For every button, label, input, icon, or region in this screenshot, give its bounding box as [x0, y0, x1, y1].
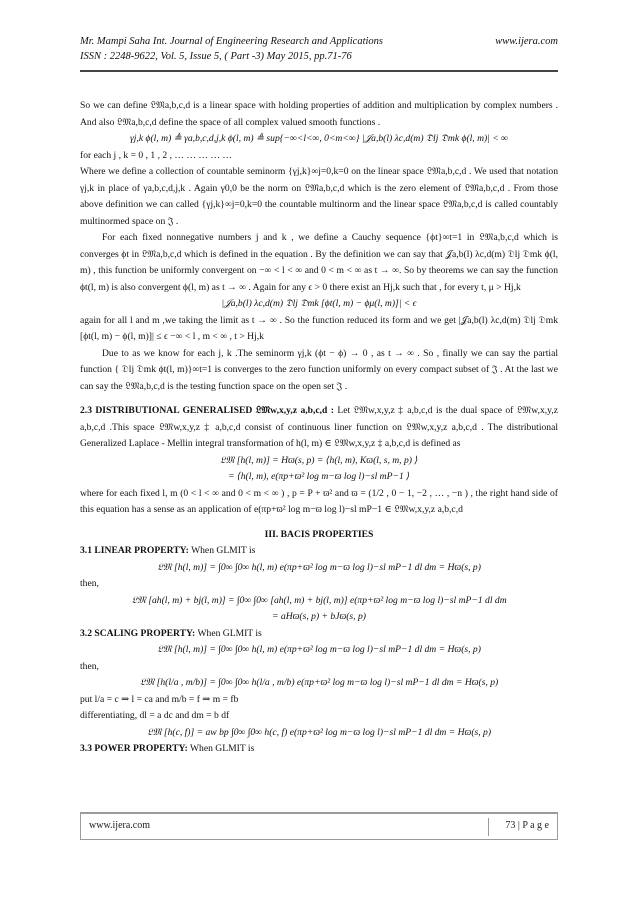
equation-transform-2: = ⟨h(l, m), e(πp+ϖ² log m−ϖ log l)−sl mP−1 ⟩ — [228, 471, 410, 482]
then-label: then, — [80, 660, 99, 672]
page-footer — [80, 812, 558, 840]
equation-scaling: 𝔏𝔐 [h(l/a , m/b)] = ∫0∞ ∫0∞ h(l/a , m/b) e(πp+ϖ² log m−ϖ log l)−sl mP−1 dl dm = Hϖ(s, p) — [139, 677, 499, 688]
running-header — [80, 34, 558, 72]
chapter-heading: III. BACIS PROPERTIES — [264, 528, 374, 540]
then-label: then, — [80, 578, 99, 589]
subsection-text: When GLMIT is — [195, 627, 262, 639]
equation-linear-result: = aHϖ(s, p) + bJϖ(s, p) — [272, 611, 366, 622]
subsection-3-2 — [80, 626, 558, 643]
subsection-text: When GLMIT is — [187, 743, 255, 754]
section-title: 2.3 DISTRIBUTIONAL GENERALISED 𝔏𝔐w,x,y,z a,b,c,d : — [80, 405, 334, 416]
equation-scaling-def: 𝔏𝔐 [h(l, m)] = ∫0∞ ∫0∞ h(l, m) e(πp+ϖ² log m−ϖ log l)−sl mP−1 dl dm = Hϖ(s, p) — [157, 644, 481, 655]
footer-site: www.ijera.com — [89, 820, 150, 831]
subsection-title: 3.3 POWER PROPERTY: — [80, 743, 188, 754]
paragraph: differentiating, dl = a dc and dm = b df — [80, 710, 230, 721]
paragraph: Where we define a collection of countable seminorm {γj,k}∞j=0,k=0 on the linear space 𝔏𝔐a,b,c,d . We used that notation γj,k in place of γa,b,c,d,j,k . Again γ0,0 be the norm on 𝔏𝔐a,b,c,d which is the zero element of 𝔏𝔐a,b,c,d . From those above definition we can called {γj,k}∞j=0,k=0 the countable multinorm and the linear space 𝔏𝔐a,b,c,d is called countably multinormed space on 𝔍 . — [80, 166, 558, 227]
equation-linear-def: 𝔏𝔐 [h(l, m)] = ∫0∞ ∫0∞ h(l, m) e(πp+ϖ² log m−ϖ log l)−sl mP−1 dl dm = Hϖ(s, p) — [157, 561, 481, 573]
equation-cauchy: |𝒥a,b(l) λc,d(m) 𝔇lj 𝔇mk [ϕt(l, m) − ϕμ(l, m)]| < ϵ — [221, 298, 417, 309]
header-site: www.ijera.com — [495, 36, 558, 47]
equation-linear: 𝔏𝔐 [ah(l, m) + bj(l, m)] = ∫0∞ ∫0∞ [ah(l, m) + bj(l, m)] e(πp+ϖ² log m−ϖ log l)−sl mP−1 dl dm — [131, 594, 507, 606]
article-body — [80, 98, 558, 758]
subsection-3-3 — [80, 741, 558, 758]
equation-scaling-result: 𝔏𝔐 [h(c, f)] = aw bp ∫0∞ ∫0∞ h(c, f) e(πp+ϖ² log m−ϖ log l)−sl mP−1 dl dm = Hϖ(s, p) — [146, 726, 492, 738]
page-number: 73 | P a g e — [505, 820, 549, 831]
equation-seminorm: γj,k ϕ(l, m) ≜ γa,b,c,d,j,k ϕ(l, m) ≜ sup{−∞<l<∞, 0<m<∞} |𝒥a,b(l) λc,d(m) 𝔇lj 𝔇mk ϕ(l, m)| < ∞ — [130, 133, 508, 144]
paragraph: put l/a = c ⇒ l = ca and m/b = f ⇒ m = fb — [80, 693, 239, 705]
paragraph: again for all l and m ,we taking the limit as t → ∞ . So the function reduced its form and we get |𝒥a,b(l) λc,d(m) 𝔇lj 𝔇mk [ϕt(l, m) − ϕ(l, m)]| ≤ ϵ −∞ < l , m < ∞ , t > Hj,k — [80, 314, 558, 342]
footer-divider — [488, 818, 489, 836]
subsection-title: 3.1 LINEAR PROPERTY: — [80, 545, 189, 556]
subsection-text: When GLMIT is — [188, 545, 256, 556]
paragraph: for each j , k = 0 , 1 , 2 , … … … … … — [80, 149, 232, 161]
paragraph: For each fixed nonnegative numbers j and k , we define a Cauchy sequence {ϕt}∞t=1 in 𝔏𝔐a,b,c,d which is converges ϕt in 𝔏𝔐a,b,c,d which is defined in the equation . By the definition we can say that 𝒥a,b(l) λc,d(m) 𝔇lj 𝔇mk ϕ(l, m) , this function be uniformly convergent on −∞ < l < ∞ and 0 < m < ∞ as t → ∞. So by theorems we can say the function ϕt(l, m) is also convergent ϕ(l, m) as t → ∞ . Again for any ϵ > 0 there exist an Hj,k such that , for every t, μ > Hj,k — [80, 232, 558, 293]
paragraph: where for each fixed l, m (0 < l < ∞ and 0 < m < ∞ ) , p = P + ϖ² and ϖ = (1/2 , 0 − 1, −2 , … , −n ) , the right hand side of this equation has a sense as an application of e(πp+ϖ² log m−ϖ log l)−sl mP−1 ∈ 𝔏𝔐w,x,y,z a,b,c,d — [80, 487, 558, 515]
paragraph: So we can define 𝔏𝔐a,b,c,d is a linear space with holding properties of addition and multiplication by complex numbers . And also 𝔏𝔐a,b,c,d define the space of all complex valued smooth functions . — [80, 100, 558, 128]
equation-transform: 𝔏𝔐 [h(l, m)] = Hϖ(s, p) = ⟨h(l, m), Kϖ(l, s, m, p) ⟩ — [219, 454, 419, 466]
subsection-3-1 — [80, 543, 558, 560]
subsection-title: 3.2 SCALING PROPERTY: — [80, 627, 196, 639]
header-rule — [80, 70, 558, 72]
paragraph: Due to as we know for each j, k .The seminorm γj,k (ϕt − ϕ) → 0 , as t → ∞ . So , finally we can say the partial function { 𝔇lj 𝔇mk ϕt(l, m)}∞t=1 is converges to the zero function uniformly on every compact subset of 𝔍 . At the last we can say the 𝔏𝔐a,b,c,d is the testing function space on the open set 𝔍 . — [80, 347, 558, 392]
issn-line: ISSN : 2248-9622, Vol. 5, Issue 5, ( Part -3) May 2015, pp.71-76 — [80, 51, 352, 62]
section-2-3 — [80, 403, 558, 453]
section-text: Let 𝔏𝔐w,x,y,z ‡ a,b,c,d is the dual space of 𝔏𝔐w,x,y,z a,b,c,d .This space 𝔏𝔐w,x,y,z ‡ a,b,c,d consist of continuous liner function on 𝔏𝔐w,x,y,z a,b,c,d . The distributional Generalized Laplace - Mellin integral transformation of h(l, m) ∈ 𝔏𝔐w,x,y,z ‡ a,b,c,d is defined as — [80, 405, 558, 449]
journal-line: Mr. Mampi Saha Int. Journal of Engineering Research and Applications — [80, 36, 384, 47]
